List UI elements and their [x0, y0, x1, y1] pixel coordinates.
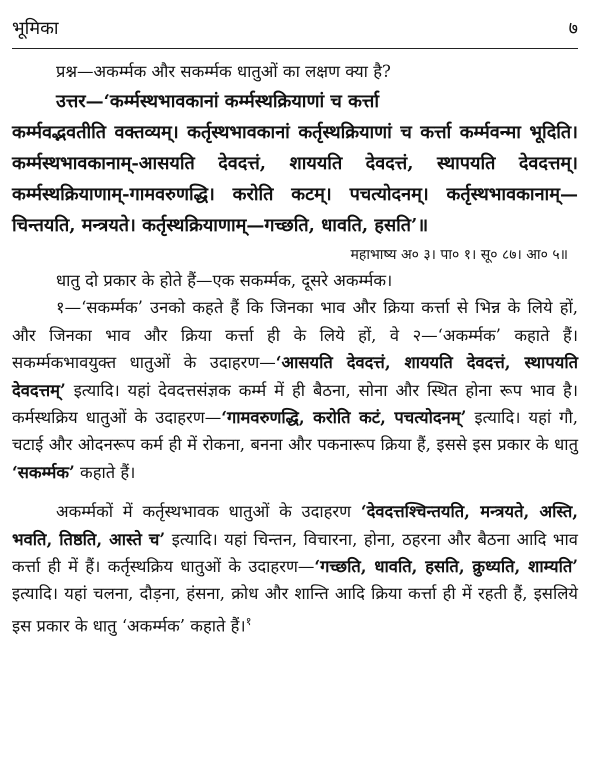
question-line: प्रश्न—अकर्म्मक और सकर्म्मक धातुओं का लक्षण क्या है? — [56, 62, 391, 81]
running-title: भूमिका — [12, 18, 59, 39]
text-run: इत्यादि। यहां चलना, दौड़ना, हंसना, क्रोध और शान्ति आदि क्रिया कर्त्ता ही में रहती हैं, इसलिये इस प्रकार के धातु ‘अकर्म्मक’ कहाते हैं। — [12, 584, 578, 636]
text-run: कहाते हैं। — [74, 462, 136, 482]
paragraph-two-kinds: धातु दो प्रकार के होते हैं—एक सकर्म्मक, दूसरे अकर्म्मक। — [56, 271, 393, 290]
bold-example: ‘आसयति देवदत्तं, शाययति देवदत्तं, स्थापयति देवदत्तम्’ — [12, 353, 578, 400]
answer-first-line: उत्तर—‘कर्म्मस्थभावकानां कर्म्मस्थक्रियाणां च कर्त्ता — [56, 91, 380, 112]
page-number: ७ — [568, 18, 578, 39]
paragraph-sakarmak — [12, 294, 578, 486]
text-run: इत्यादि। यहां चिन्तन, विचारना, होना, ठहरना और बैठना आदि भाव कर्त्ता ही में हैं। कर्तृस्थक्रिय धातुओं के उदाहरण— — [12, 529, 578, 577]
page-header — [12, 16, 578, 42]
answer-quote-body: कर्म्मवद्भवतीति वक्तव्यम्। कर्तृस्थभावकानां कर्तृस्थक्रियाणां च कर्त्ता कर्म्मवन्मा भूदिति। कर्म्मस्थभावकानाम्-आसयति देवदत्तं, शाययति देवदत्तं, स्थापयति देवदत्तम्। कर्म्मस्थक्रियाणाम्-गामवरुणद्धि। करोति कटम्। पचत्योदनम्। कर्तृस्थभावकानाम्—चिन्तयति, मन्त्रयते। कर्तृस्थक्रियाणाम्—गच्छति, धावति, हसति’॥ — [12, 122, 578, 236]
bold-example: ‘गामवरुणद्धि, करोति कटं, पचत्योदनम्’ — [221, 408, 467, 428]
text-run: इत्यादि। यहां गौ, चटाई और ओदनरूप कर्म ही में रोकना, बनना और पकनारूप क्रिया हैं, इससे इस प्रकार के धातु — [12, 408, 578, 455]
text-run: इत्यादि। यहां देवदत्तसंज्ञक कर्म्म में ही बैठना, सोना और स्थित होना रूप भाव है। कर्मस्थक्रिय धातुओं के उदाहरण— — [12, 380, 578, 428]
bold-example: ‘देवदत्तश्चिन्तयति, मन्त्रयते, अस्ति, भवति, तिष्ठति, आस्ते च’ — [12, 502, 578, 549]
header-rule — [12, 48, 578, 49]
paragraph-gap — [12, 486, 578, 498]
bold-term: ‘सकर्म्मक’ — [12, 462, 75, 482]
text-run: १—‘सकर्म्मक’ उनको कहते हैं कि जिनका भाव और क्रिया कर्त्ता से भिन्न के लिये हों, और जिनका भाव और क्रिया कर्त्ता ही के लिये हों, वे २—‘अकर्म्मक’ कहाते हैं। सकर्म्मकभावयुक्त धातुओं के उदाहरण— — [12, 298, 578, 373]
bold-example: ‘गच्छति, धावति, हसति, क्रुध्यति, शाम्यति’ — [314, 557, 578, 577]
footnote-mark: १ — [245, 614, 252, 628]
citation: महाभाष्य अ० ३। पा० १। सू० ८७। आ० ५॥ — [350, 247, 568, 263]
paragraph-akarmak — [12, 498, 578, 640]
page-body — [12, 58, 578, 640]
answer-quote — [12, 86, 578, 241]
text-run: अकर्म्मकों में कर्तृस्थभावक धातुओं के उदाहरण — [56, 502, 361, 522]
